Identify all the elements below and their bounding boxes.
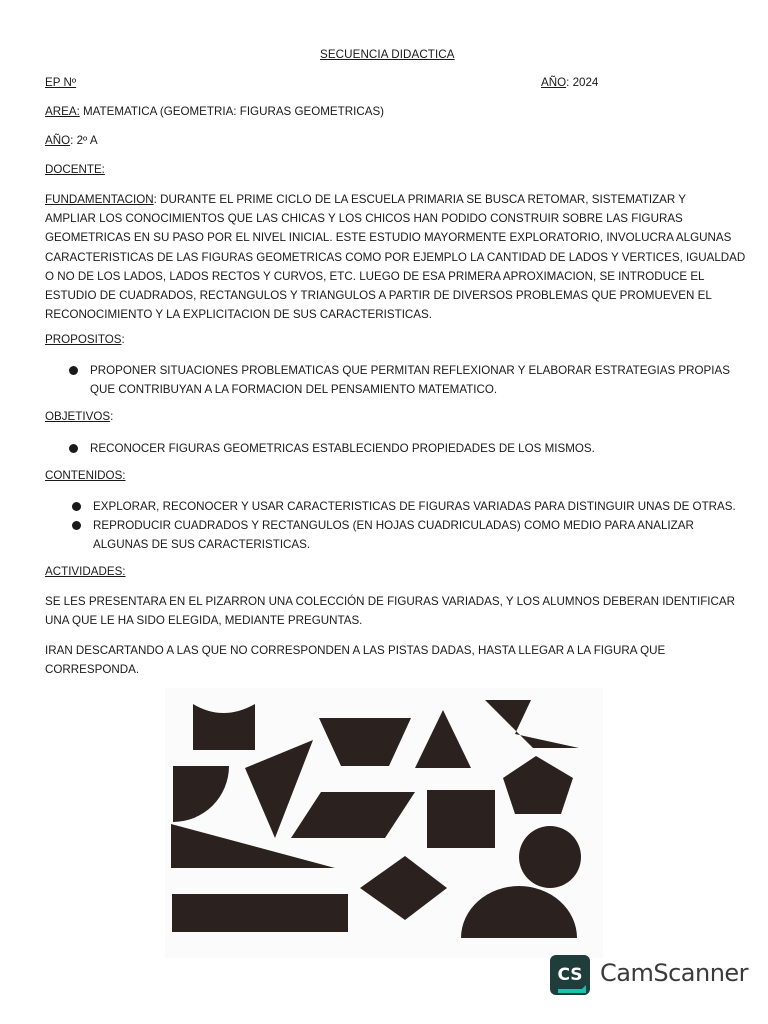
parallelogram-shape: [291, 792, 415, 838]
actividades-line: UNA QUE LE HA SIDO ELEGIDA, MEDIANTE PREGUNTAS.: [45, 614, 363, 628]
trapezoid-shape: [319, 718, 411, 766]
area-label: AREA:: [45, 105, 80, 118]
actividades-paragraph: [45, 641, 725, 679]
rectangle-shape: [172, 894, 348, 932]
area-line: [45, 105, 384, 118]
propositos-item-line: PROPONER SITUACIONES PROBLEMATICAS QUE PERMITAN REFLEXIONAR Y ELABORAR ESTRATEGIAS PROPIAS: [90, 364, 730, 377]
bullet-dot: [72, 502, 81, 511]
fundamentacion-line: RECONOCIMIENTO Y LA EXPLICITACION DE SUS CARACTERISTICAS.: [45, 308, 432, 322]
curso-label: AÑO: [45, 134, 71, 147]
contenidos-item: [93, 516, 694, 554]
contenidos-item-line: ALGUNAS DE SUS CARACTERISTICAS.: [93, 538, 311, 552]
fundamentacion-label: FUNDAMENTACION: [45, 193, 154, 206]
triangle-shape: [415, 710, 471, 768]
fundamentacion-line: CARACTERISTICAS DE LAS FIGURAS GEOMETRICAS COMO POR EJEMPLO LA CANTIDAD DE LADOS Y VERTICES, IGUALDAD: [45, 250, 746, 264]
curso-line: [45, 134, 98, 147]
ep-label: EP Nº: [45, 76, 77, 89]
fundamentacion-paragraph: [45, 190, 746, 324]
irregular-quad-shape: [485, 700, 579, 748]
shapes-canvas: [165, 688, 603, 958]
bullet-dot: [69, 444, 78, 453]
objetivos-label: OBJETIVOS: [45, 410, 111, 423]
propositos-label: PROPOSITOS: [45, 333, 122, 346]
actividades-label: ACTIVIDADES:: [45, 565, 126, 578]
geometric-shapes-figure: [165, 688, 603, 958]
camscanner-brand: CamScanner: [600, 959, 749, 987]
fundamentacion-line: GEOMETRICAS EN SU PASO POR EL NIVEL INICIAL. ESTE ESTUDIO MAYORMENTE EXPLORATORIO, INVOLUCRA ALGUNAS: [45, 231, 732, 245]
fundamentacion-line: AMPLIAR LOS CONOCIMIENTOS QUE LAS CHICAS Y LOS CHICOS HAN PODIDO CONSTRUIR SOBRE LAS FIGURAS: [45, 212, 683, 226]
document-title: SECUENCIA DIDACTICA: [320, 48, 455, 61]
quarter-circle-shape: [173, 766, 229, 822]
anio-line: [541, 76, 598, 89]
fundamentacion-line: ESTUDIO DE CUADRADOS, RECTANGULOS Y TRIANGULOS A PARTIR DE DIVERSOS PROBLEMAS QUE PROMUEVEN EL: [45, 289, 712, 303]
bullet-dot: [69, 366, 78, 375]
semicircle-shape: [461, 886, 577, 938]
propositos-heading: PROPOSITOS:: [45, 333, 125, 346]
area-value: MATEMATICA (GEOMETRIA: FIGURAS GEOMETRICAS): [79, 105, 385, 118]
actividades-line: SE LES PRESENTARA EN EL PIZARRON UNA COLECCIÓN DE FIGURAS VARIADAS, Y LOS ALUMNOS DEBERAN IDENTIFICAR: [45, 595, 735, 608]
contenidos-item-line: EXPLORAR, RECONOCER Y USAR CARACTERISTICAS DE FIGURAS VARIADAS PARA DISTINGUIR UNAS DE OTRAS.: [93, 500, 736, 513]
objetivos-item: [90, 439, 595, 458]
contenidos-item: [93, 497, 736, 516]
anio-value: : 2024: [566, 76, 599, 89]
propositos-item-line: QUE CONTRIBUYAN A LA FORMACION DEL PENSAMIENTO MATEMATICO.: [90, 383, 498, 397]
docente-label: DOCENTE:: [45, 163, 105, 176]
contenidos-item-line: REPRODUCIR CUADRADOS Y RECTANGULOS (EN HOJAS CUADRICULADAS) COMO MEDIO PARA ANALIZAR: [93, 519, 694, 532]
actividades-line: IRAN DESCARTANDO A LAS QUE NO CORRESPONDEN A LAS PISTAS DADAS, HASTA LLEGAR A LA FIGURA QUE: [45, 644, 666, 657]
objetivos-item-line: RECONOCER FIGURAS GEOMETRICAS ESTABLECIENDO PROPIEDADES DE LOS MISMOS.: [90, 442, 595, 455]
objetivos-heading: OBJETIVOS:: [45, 410, 114, 423]
contenidos-label: CONTENIDOS:: [45, 469, 126, 482]
pentagon-shape: [503, 756, 573, 814]
anio-label: AÑO: [541, 76, 567, 89]
fundamentacion-line: O NO DE LOS LADOS, LADOS RECTOS Y CURVOS, ETC. LUEGO DE ESA PRIMERA APROXIMACION, SE INTRODUCE EL: [45, 269, 705, 283]
fundamentacion-line: : DURANTE EL PRIME CICLO DE LA ESCUELA PRIMARIA SE BUSCA RETOMAR, SISTEMATIZAR Y: [153, 193, 687, 206]
contenidos-heading: [45, 469, 126, 482]
rhombus-shape: [360, 856, 447, 920]
camscanner-badge-text: CS: [557, 965, 583, 985]
bullet-dot: [72, 521, 81, 530]
camscanner-logo-icon: [550, 955, 590, 995]
actividades-heading: [45, 565, 126, 578]
actividades-line: CORRESPONDA.: [45, 663, 140, 677]
arched-shape: [193, 704, 255, 750]
actividades-paragraph: [45, 592, 735, 630]
square-shape: [427, 790, 495, 848]
propositos-item: [90, 361, 730, 399]
circle-shape: [519, 826, 581, 888]
docente-line: [45, 163, 105, 176]
ep-line: [45, 76, 76, 89]
curso-value: : 2º A: [70, 134, 98, 147]
